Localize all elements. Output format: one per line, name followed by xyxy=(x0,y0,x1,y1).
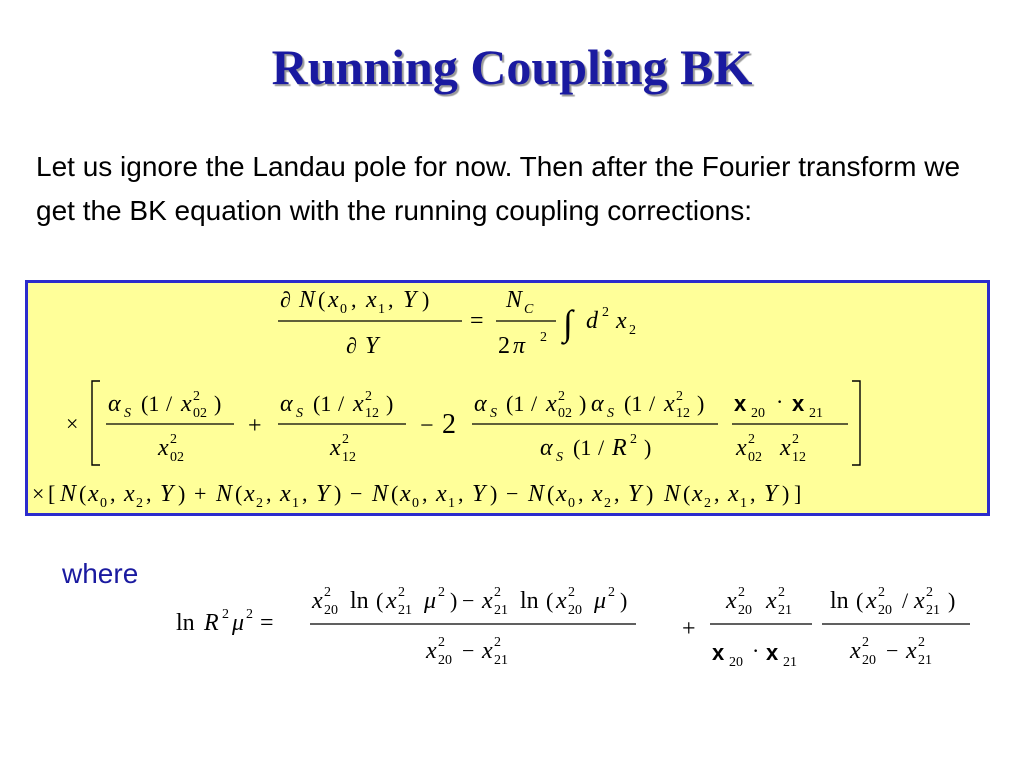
svg-text:N: N xyxy=(60,481,77,507)
where-label: where xyxy=(62,558,139,589)
svg-text:x: x xyxy=(616,308,627,334)
svg-text:20: 20 xyxy=(729,655,743,670)
svg-text:(: ( xyxy=(856,588,864,613)
svg-text:∂: ∂ xyxy=(346,333,357,358)
svg-text:,: , xyxy=(458,481,464,506)
svg-text:x: x xyxy=(328,287,339,313)
svg-text:x: x xyxy=(482,588,493,614)
svg-text:·: · xyxy=(776,389,784,414)
svg-text:−: − xyxy=(462,588,475,613)
bk-equation-box xyxy=(25,280,990,516)
svg-text:N: N xyxy=(372,481,389,507)
svg-text:x: x xyxy=(766,640,779,665)
svg-text:x: x xyxy=(780,435,791,461)
svg-text:,: , xyxy=(146,481,152,506)
svg-text:2: 2 xyxy=(738,585,745,600)
svg-text:S: S xyxy=(124,406,131,421)
svg-text:x: x xyxy=(386,588,397,614)
svg-text:∂: ∂ xyxy=(280,287,291,312)
svg-text:μ: μ xyxy=(424,588,437,614)
svg-text:+: + xyxy=(248,413,262,439)
svg-text:/: / xyxy=(649,391,656,416)
svg-text:2: 2 xyxy=(494,635,501,650)
svg-text:−: − xyxy=(886,638,899,663)
svg-text:+: + xyxy=(194,481,207,506)
svg-text:2: 2 xyxy=(608,585,615,600)
svg-text:S: S xyxy=(296,406,303,421)
svg-text:2: 2 xyxy=(918,635,925,650)
svg-text:−: − xyxy=(462,638,475,663)
svg-text:2: 2 xyxy=(878,585,885,600)
svg-text:x: x xyxy=(726,588,737,614)
svg-text:Y: Y xyxy=(160,481,174,507)
svg-text:(: ( xyxy=(546,588,554,613)
svg-text:S: S xyxy=(556,450,563,465)
svg-text:1: 1 xyxy=(292,496,299,511)
svg-text:2: 2 xyxy=(604,496,611,511)
svg-text:x: x xyxy=(592,481,603,507)
svg-text:2: 2 xyxy=(748,432,755,447)
svg-text:): ) xyxy=(620,588,628,613)
svg-text:Y: Y xyxy=(764,481,778,507)
svg-text:2: 2 xyxy=(438,635,445,650)
svg-text:2: 2 xyxy=(324,585,331,600)
svg-text:): ) xyxy=(334,481,342,506)
svg-text:12: 12 xyxy=(792,450,806,465)
svg-text:21: 21 xyxy=(778,603,792,618)
svg-text:Y: Y xyxy=(316,481,330,507)
svg-text:21: 21 xyxy=(918,653,932,668)
svg-text:x: x xyxy=(181,391,192,417)
svg-text:2: 2 xyxy=(170,432,177,447)
svg-text:2: 2 xyxy=(398,585,405,600)
svg-text:R: R xyxy=(204,610,219,636)
svg-text:(: ( xyxy=(235,481,243,506)
svg-text:2: 2 xyxy=(558,389,565,404)
svg-text:−: − xyxy=(420,413,434,439)
running-coupling-scale-equation xyxy=(170,578,990,678)
svg-text:02: 02 xyxy=(170,450,184,465)
svg-text:×: × xyxy=(66,411,79,436)
svg-text:/: / xyxy=(902,588,909,613)
svg-text:(1: (1 xyxy=(506,391,525,416)
svg-text:2: 2 xyxy=(778,585,785,600)
svg-text:x: x xyxy=(244,481,255,507)
svg-text:x: x xyxy=(436,481,447,507)
svg-text:]: ] xyxy=(794,481,802,506)
svg-text:x: x xyxy=(330,435,341,461)
slide-title: Running Coupling BK xyxy=(271,39,753,95)
svg-text:2: 2 xyxy=(498,333,510,359)
svg-text:x: x xyxy=(728,481,739,507)
svg-text:(: ( xyxy=(376,588,384,613)
svg-text:2: 2 xyxy=(246,607,253,622)
svg-text:,: , xyxy=(266,481,272,506)
svg-text:21: 21 xyxy=(494,603,508,618)
svg-text:x: x xyxy=(482,638,493,664)
svg-text:,: , xyxy=(422,481,428,506)
svg-text:/: / xyxy=(598,435,605,460)
svg-text:[: [ xyxy=(48,481,56,506)
svg-text:ln: ln xyxy=(830,588,849,614)
svg-text:μ: μ xyxy=(594,588,607,614)
svg-text:2: 2 xyxy=(438,585,445,600)
svg-text:Y: Y xyxy=(365,333,379,359)
svg-text:x: x xyxy=(353,391,364,417)
svg-text:2: 2 xyxy=(342,432,349,447)
svg-text:2: 2 xyxy=(365,389,372,404)
svg-text:Y: Y xyxy=(403,287,417,313)
svg-text:x: x xyxy=(158,435,169,461)
svg-text:ln: ln xyxy=(176,610,195,636)
svg-text:2: 2 xyxy=(540,330,547,345)
svg-text:(: ( xyxy=(391,481,399,506)
svg-text:2: 2 xyxy=(602,305,609,320)
svg-text:x: x xyxy=(280,481,291,507)
svg-text:02: 02 xyxy=(558,406,572,421)
svg-text:(: ( xyxy=(547,481,555,506)
svg-text:x: x xyxy=(914,588,925,614)
svg-text:=: = xyxy=(470,308,484,334)
svg-text:): ) xyxy=(644,435,652,460)
svg-text:x: x xyxy=(850,638,861,664)
svg-text:0: 0 xyxy=(412,496,419,511)
svg-text:N: N xyxy=(664,481,681,507)
svg-text:−: − xyxy=(506,481,519,506)
svg-text:21: 21 xyxy=(926,603,940,618)
svg-text:Y: Y xyxy=(472,481,486,507)
svg-text:∫: ∫ xyxy=(563,303,573,343)
svg-text:2: 2 xyxy=(494,585,501,600)
svg-text:N: N xyxy=(299,287,316,313)
svg-text:): ) xyxy=(697,391,705,416)
svg-text:0: 0 xyxy=(340,302,347,317)
svg-text:02: 02 xyxy=(193,406,207,421)
svg-text:2: 2 xyxy=(568,585,575,600)
svg-text:2: 2 xyxy=(222,607,229,622)
bk-equation xyxy=(28,283,987,513)
svg-text:1: 1 xyxy=(448,496,455,511)
svg-text:20: 20 xyxy=(751,406,765,421)
svg-text:x: x xyxy=(426,638,437,664)
svg-text:0: 0 xyxy=(100,496,107,511)
svg-text:/: / xyxy=(338,391,345,416)
svg-text:(: ( xyxy=(318,287,326,312)
svg-text:0: 0 xyxy=(568,496,575,511)
svg-text:=: = xyxy=(260,610,274,636)
svg-text:): ) xyxy=(422,287,430,312)
svg-text:x: x xyxy=(766,588,777,614)
svg-text:21: 21 xyxy=(783,655,797,670)
svg-text:x: x xyxy=(546,391,557,417)
svg-text:α: α xyxy=(108,391,121,417)
svg-text:21: 21 xyxy=(398,603,412,618)
svg-text:12: 12 xyxy=(676,406,690,421)
svg-text:2: 2 xyxy=(704,496,711,511)
svg-text:,: , xyxy=(714,481,720,506)
svg-text:2: 2 xyxy=(676,389,683,404)
svg-text:x: x xyxy=(556,588,567,614)
svg-text:20: 20 xyxy=(738,603,752,618)
svg-text:): ) xyxy=(579,391,587,416)
svg-text:x: x xyxy=(734,391,747,416)
svg-text:,: , xyxy=(110,481,116,506)
svg-text:20: 20 xyxy=(324,603,338,618)
svg-text:1: 1 xyxy=(378,302,385,317)
svg-text:,: , xyxy=(302,481,308,506)
svg-text:2: 2 xyxy=(629,323,636,338)
svg-text:x: x xyxy=(366,287,377,313)
svg-text:2: 2 xyxy=(193,389,200,404)
svg-text:π: π xyxy=(513,333,526,359)
svg-text:2: 2 xyxy=(926,585,933,600)
svg-text:C: C xyxy=(524,302,534,317)
svg-text:2: 2 xyxy=(862,635,869,650)
svg-text:N: N xyxy=(506,287,523,313)
svg-text:2: 2 xyxy=(256,496,263,511)
svg-text:(1: (1 xyxy=(141,391,160,416)
svg-text:2: 2 xyxy=(136,496,143,511)
svg-text:): ) xyxy=(386,391,394,416)
svg-text:x: x xyxy=(866,588,877,614)
svg-text:×: × xyxy=(32,481,45,506)
svg-text:x: x xyxy=(712,640,725,665)
svg-text:(1: (1 xyxy=(573,435,592,460)
svg-text:): ) xyxy=(782,481,790,506)
svg-text:x: x xyxy=(906,638,917,664)
svg-text:·: · xyxy=(752,638,760,663)
svg-text:α: α xyxy=(474,391,487,417)
svg-text:x: x xyxy=(88,481,99,507)
svg-text:): ) xyxy=(450,588,458,613)
svg-text:): ) xyxy=(214,391,222,416)
svg-text:20: 20 xyxy=(862,653,876,668)
svg-text:Y: Y xyxy=(628,481,642,507)
svg-text:,: , xyxy=(614,481,620,506)
svg-text:ln: ln xyxy=(350,588,369,614)
svg-text:,: , xyxy=(388,287,394,312)
svg-text:21: 21 xyxy=(494,653,508,668)
svg-text:μ: μ xyxy=(232,610,245,636)
svg-text:,: , xyxy=(750,481,756,506)
svg-text:α: α xyxy=(540,435,553,461)
svg-text:,: , xyxy=(351,287,357,312)
svg-text:x: x xyxy=(736,435,747,461)
svg-text:20: 20 xyxy=(438,653,452,668)
svg-text:2: 2 xyxy=(630,432,637,447)
svg-text:20: 20 xyxy=(568,603,582,618)
svg-text:x: x xyxy=(400,481,411,507)
svg-text:12: 12 xyxy=(365,406,379,421)
svg-text:d: d xyxy=(586,308,598,334)
svg-text:/: / xyxy=(166,391,173,416)
svg-text:x: x xyxy=(124,481,135,507)
svg-text:(: ( xyxy=(79,481,87,506)
svg-text:): ) xyxy=(646,481,654,506)
svg-text:2: 2 xyxy=(442,409,456,440)
svg-text:): ) xyxy=(490,481,498,506)
svg-text:(1: (1 xyxy=(624,391,643,416)
svg-text:S: S xyxy=(607,406,614,421)
svg-text:x: x xyxy=(664,391,675,417)
svg-text:,: , xyxy=(578,481,584,506)
svg-text:): ) xyxy=(178,481,186,506)
svg-text:α: α xyxy=(280,391,293,417)
svg-text:+: + xyxy=(682,616,696,642)
svg-text:N: N xyxy=(216,481,233,507)
svg-text:N: N xyxy=(528,481,545,507)
svg-text:x: x xyxy=(692,481,703,507)
svg-text:2: 2 xyxy=(792,432,799,447)
svg-text:(: ( xyxy=(683,481,691,506)
intro-paragraph: Let us ignore the Landau pole for now. Then after the Fourier transform we get the BK equation with the running coupling corrections: xyxy=(36,151,961,226)
svg-text:/: / xyxy=(531,391,538,416)
svg-text:S: S xyxy=(490,406,497,421)
svg-text:(1: (1 xyxy=(313,391,332,416)
svg-text:12: 12 xyxy=(342,450,356,465)
svg-text:20: 20 xyxy=(878,603,892,618)
svg-text:R: R xyxy=(612,435,627,461)
svg-text:x: x xyxy=(312,588,323,614)
svg-text:ln: ln xyxy=(520,588,539,614)
svg-text:−: − xyxy=(350,481,363,506)
svg-text:21: 21 xyxy=(809,406,823,421)
svg-text:x: x xyxy=(792,391,805,416)
svg-text:1: 1 xyxy=(740,496,747,511)
svg-text:α: α xyxy=(591,391,604,417)
svg-text:02: 02 xyxy=(748,450,762,465)
svg-text:x: x xyxy=(556,481,567,507)
svg-text:): ) xyxy=(948,588,956,613)
